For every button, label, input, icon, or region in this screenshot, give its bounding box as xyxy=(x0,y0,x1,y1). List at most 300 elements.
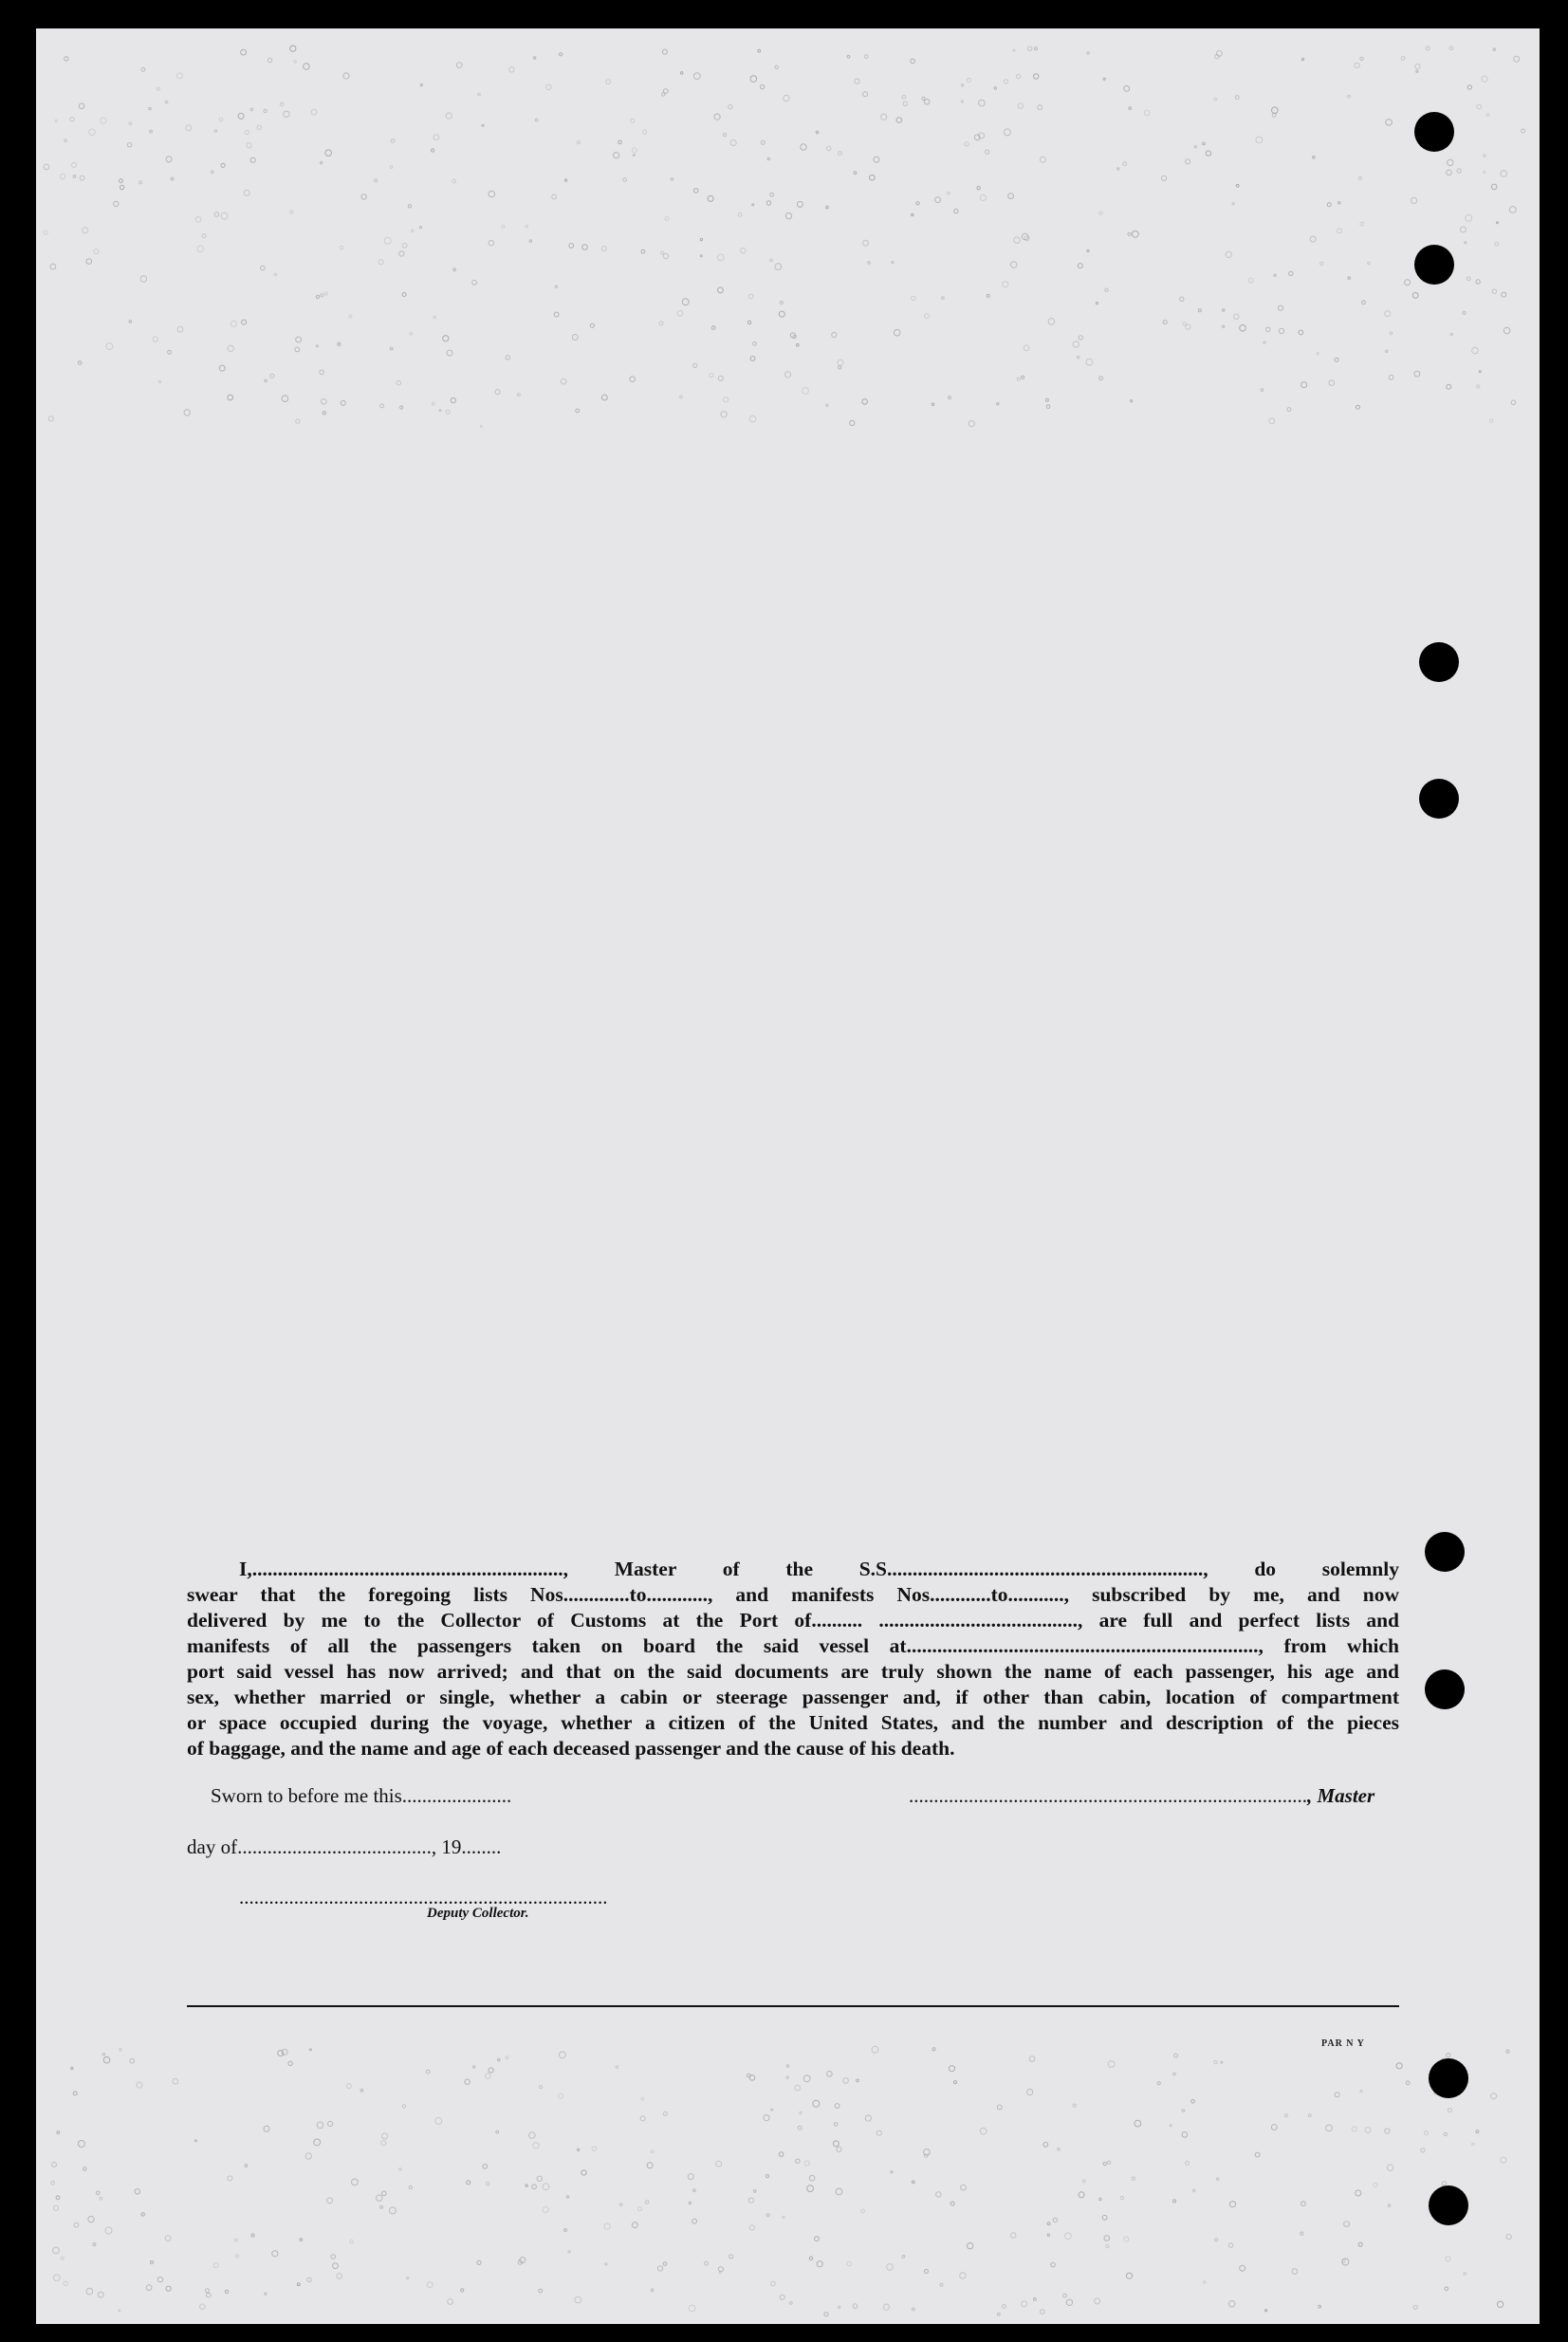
speckle-dot xyxy=(1027,2089,1033,2094)
speckle-dot xyxy=(874,157,879,162)
speckle-dot xyxy=(1003,282,1008,287)
oath-line: I,............................................................., Master of the S.S.............................................................., do solemnly xyxy=(239,1558,1399,1580)
speckle-dot xyxy=(408,205,411,208)
speckle-dot xyxy=(194,2140,196,2142)
speckle-dot xyxy=(149,107,151,109)
speckle-dot xyxy=(1464,2273,1467,2276)
speckle-dot xyxy=(716,2161,722,2167)
speckle-dot xyxy=(632,2222,637,2228)
oath-line: or space occupied during the voyage, whether a citizen of the United States, and the number and description of the pieces xyxy=(187,1711,1399,1734)
speckle-dot xyxy=(881,114,887,120)
speckle-dot xyxy=(1385,2129,1390,2133)
speckle-dot xyxy=(543,2206,548,2212)
speckle-dot xyxy=(64,2281,67,2285)
speckle-dot xyxy=(1016,74,1020,78)
speckle-dot xyxy=(100,2197,102,2200)
speckle-dot xyxy=(835,2104,839,2109)
speckle-dot xyxy=(1472,347,1479,354)
speckle-dot xyxy=(380,2205,383,2208)
speckle-dot xyxy=(569,244,574,249)
speckle-dot xyxy=(1034,2298,1037,2301)
speckle-dot xyxy=(836,2188,842,2195)
speckle-dot xyxy=(543,2184,549,2190)
speckle-dot xyxy=(1096,303,1098,304)
speckle-dot xyxy=(868,262,871,265)
speckle-dot xyxy=(1502,292,1506,297)
speckle-dot xyxy=(1045,398,1048,401)
speckle-dot xyxy=(434,135,439,140)
speckle-dot xyxy=(1320,262,1323,265)
speckle-dot xyxy=(419,227,421,229)
speckle-dot xyxy=(717,254,724,261)
speckle-dot xyxy=(968,421,974,427)
speckle-dot xyxy=(1128,232,1131,235)
speckle-dot xyxy=(1447,170,1452,175)
speckle-dot xyxy=(809,2257,812,2259)
speckle-dot xyxy=(766,2214,769,2217)
speckle-dot xyxy=(816,131,819,134)
speckle-dot xyxy=(399,2168,401,2170)
speckle-dot xyxy=(1206,151,1210,156)
speckle-dot xyxy=(1396,2063,1402,2069)
speckle-dot xyxy=(903,101,907,105)
deputy-collector-label: Deputy Collector. xyxy=(427,1906,529,1921)
speckle-dot xyxy=(228,2176,232,2181)
speckle-dot xyxy=(264,2126,269,2131)
speckle-dot xyxy=(1352,2127,1356,2131)
master-label: , Master xyxy=(1307,1784,1375,1807)
speckle-dot xyxy=(1132,2177,1134,2180)
speckle-dot xyxy=(1287,408,1291,412)
speckle-dot xyxy=(1073,341,1079,347)
speckle-dot xyxy=(265,2293,267,2295)
speckle-dot xyxy=(1284,2114,1287,2117)
speckle-dot xyxy=(1503,327,1510,334)
speckle-dot xyxy=(103,2056,110,2063)
speckle-dot xyxy=(55,120,57,121)
speckle-dot xyxy=(1221,2061,1223,2063)
speckle-dot xyxy=(1223,309,1225,311)
speckle-dot xyxy=(1264,341,1265,343)
speckle-dot xyxy=(582,245,588,250)
deputy-signature-dots: .......................................................................... xyxy=(239,1886,608,1909)
speckle-dot xyxy=(333,2263,339,2269)
speckle-dot xyxy=(1047,2222,1050,2225)
speckle-dot xyxy=(1022,376,1024,378)
speckle-dot xyxy=(730,140,736,146)
speckle-dot xyxy=(1104,2236,1110,2241)
speckle-dot xyxy=(1229,2301,1235,2307)
speckle-dot xyxy=(456,63,462,68)
speckle-dot xyxy=(1388,2204,1390,2206)
speckle-dot xyxy=(887,2264,894,2271)
speckle-dot xyxy=(480,425,482,427)
speckle-dot xyxy=(803,2075,810,2082)
speckle-dot xyxy=(219,365,225,371)
speckle-dot xyxy=(439,410,441,412)
speckle-dot xyxy=(304,64,310,70)
speckle-dot xyxy=(578,2148,580,2150)
speckle-dot xyxy=(448,2299,453,2305)
speckle-dot xyxy=(663,253,668,258)
speckle-dot xyxy=(902,2256,905,2259)
speckle-dot xyxy=(723,133,726,136)
speckle-dot xyxy=(245,2165,248,2167)
speckle-dot xyxy=(1217,2178,1219,2180)
speckle-dot xyxy=(489,191,495,197)
speckle-dot xyxy=(380,404,384,408)
speckle-dot xyxy=(381,2141,386,2146)
speckle-dot xyxy=(343,73,349,79)
speckle-dot xyxy=(785,212,791,218)
speckle-dot xyxy=(1186,324,1190,329)
speckle-dot xyxy=(738,212,742,216)
speckle-dot xyxy=(932,403,934,406)
speckle-dot xyxy=(1073,2104,1076,2107)
speckle-dot xyxy=(1087,249,1089,251)
speckle-dot xyxy=(775,65,778,68)
speckle-dot xyxy=(1292,2269,1298,2275)
speckle-dot xyxy=(250,157,255,162)
speckle-dot xyxy=(1228,2243,1232,2247)
speckle-dot xyxy=(1078,264,1082,268)
speckle-dot xyxy=(1337,229,1342,233)
speckle-dot xyxy=(307,2277,311,2281)
speckle-dot xyxy=(331,2255,336,2259)
speckle-dot xyxy=(1170,2125,1171,2127)
speckle-dot xyxy=(1248,278,1253,283)
speckle-dot xyxy=(1484,171,1485,173)
speckle-dot xyxy=(1215,2239,1218,2241)
speckle-dot xyxy=(1386,120,1393,126)
speckle-dot xyxy=(241,49,247,55)
speckle-dot xyxy=(817,2261,822,2267)
speckle-dot xyxy=(1299,330,1303,335)
speckle-dot xyxy=(1501,171,1507,177)
speckle-dot xyxy=(705,2261,709,2265)
speckle-dot xyxy=(294,61,296,63)
speckle-dot xyxy=(729,2255,733,2259)
speckle-dot xyxy=(1095,2298,1100,2304)
speckle-dot xyxy=(847,55,850,58)
speckle-dot xyxy=(590,323,594,327)
speckle-dot xyxy=(954,2081,957,2084)
speckle-dot xyxy=(539,2289,543,2293)
speckle-dot xyxy=(51,2181,55,2185)
speckle-dot xyxy=(662,93,665,96)
speckle-dot xyxy=(382,2191,387,2196)
speckle-dot xyxy=(261,266,266,270)
speckle-dot xyxy=(1077,356,1079,359)
speckle-dot xyxy=(546,84,551,89)
speckle-dot xyxy=(1017,378,1020,380)
speckle-dot xyxy=(700,255,702,257)
speckle-dot xyxy=(377,2195,382,2201)
speckle-dot xyxy=(1486,114,1489,117)
speckle-dot xyxy=(434,316,435,318)
speckle-dot xyxy=(752,204,754,206)
speckle-dot xyxy=(1365,2128,1371,2133)
binder-hole xyxy=(1419,779,1459,819)
speckle-dot xyxy=(1491,184,1497,190)
speckle-dot xyxy=(1467,85,1471,89)
speckle-dot xyxy=(105,2227,112,2234)
speckle-dot xyxy=(166,157,172,162)
speckle-dot xyxy=(1043,2143,1048,2148)
speckle-dot xyxy=(71,2067,73,2069)
speckle-dot xyxy=(1465,242,1467,244)
speckle-dot xyxy=(1466,214,1472,221)
speckle-dot xyxy=(346,2084,351,2089)
speckle-dot xyxy=(1129,107,1132,110)
speckle-dot xyxy=(397,381,400,385)
speckle-dot xyxy=(184,410,190,415)
speckle-dot xyxy=(1501,2157,1506,2163)
speckle-dot xyxy=(554,312,559,317)
speckle-dot xyxy=(427,2282,433,2288)
speckle-dot xyxy=(677,310,683,316)
speckle-dot xyxy=(88,2216,94,2222)
speckle-dot xyxy=(83,2167,86,2170)
speckle-dot xyxy=(925,100,930,104)
speckle-dot xyxy=(911,59,915,64)
speckle-dot xyxy=(506,356,509,360)
speckle-dot xyxy=(297,2283,300,2286)
speckle-dot xyxy=(399,251,404,256)
speckle-dot xyxy=(382,2133,388,2139)
speckle-dot xyxy=(1162,175,1167,180)
speckle-dot xyxy=(236,2255,239,2258)
speckle-dot xyxy=(1099,377,1103,380)
speckle-dot xyxy=(1374,2183,1377,2186)
speckle-dot xyxy=(44,164,49,170)
speckle-dot xyxy=(509,67,514,72)
speckle-dot xyxy=(1424,2131,1428,2135)
speckle-dot xyxy=(141,2213,144,2216)
speckle-dot xyxy=(120,185,124,189)
speckle-dot xyxy=(1338,202,1341,205)
speckle-dot xyxy=(1278,305,1282,310)
speckle-dot xyxy=(1107,2161,1110,2164)
speckle-dot xyxy=(1010,262,1017,268)
speckle-dot xyxy=(1240,325,1246,332)
speckle-dot xyxy=(862,399,868,405)
speckle-dot xyxy=(688,2174,693,2180)
speckle-dot xyxy=(1144,110,1150,116)
speckle-dot xyxy=(73,2092,77,2095)
speckle-dot xyxy=(1123,162,1127,166)
speckle-dot xyxy=(56,2196,60,2200)
speckle-dot xyxy=(1182,2110,1185,2112)
speckle-dot xyxy=(135,2189,139,2194)
speckle-dot xyxy=(864,55,868,59)
speckle-dot xyxy=(1173,2073,1176,2075)
master-signature-line xyxy=(909,1784,1374,1808)
speckle-dot xyxy=(1449,46,1453,50)
speckle-dot xyxy=(657,2266,662,2271)
speckle-dot xyxy=(1319,2305,1321,2308)
speckle-dot xyxy=(70,118,74,121)
speckle-dot xyxy=(977,187,980,190)
speckle-dot xyxy=(324,292,327,295)
speckle-dot xyxy=(120,179,123,183)
speckle-dot xyxy=(771,2281,776,2286)
speckle-dot xyxy=(1106,2244,1109,2247)
speckle-dot xyxy=(748,294,753,299)
speckle-dot xyxy=(843,2078,849,2084)
speckle-dot xyxy=(446,113,452,119)
speckle-dot xyxy=(1053,2218,1057,2222)
speckle-dot xyxy=(1028,46,1032,50)
speckle-dot xyxy=(328,2121,333,2126)
speckle-dot xyxy=(779,2152,784,2157)
speckle-dot xyxy=(1198,309,1201,312)
speckle-dot xyxy=(1412,293,1418,299)
speckle-dot xyxy=(341,400,345,405)
speckle-dot xyxy=(1041,157,1046,162)
speckle-dot xyxy=(72,162,77,167)
speckle-dot xyxy=(1335,358,1338,361)
speckle-dot xyxy=(1326,2125,1333,2131)
speckle-dot xyxy=(555,286,557,287)
speckle-dot xyxy=(780,2295,784,2299)
speckle-dot xyxy=(631,119,635,122)
speckle-dot xyxy=(659,322,663,325)
speckle-dot xyxy=(102,2054,104,2056)
speckle-dot xyxy=(495,390,500,395)
speckle-dot xyxy=(245,130,249,134)
speckle-dot xyxy=(883,2304,889,2310)
speckle-dot xyxy=(295,347,300,352)
speckle-dot xyxy=(244,190,249,195)
speckle-dot xyxy=(1180,297,1184,301)
speckle-dot xyxy=(50,264,56,269)
speckle-dot xyxy=(618,140,622,144)
speckle-dot xyxy=(1447,384,1451,389)
speckle-dot xyxy=(834,2123,838,2127)
speckle-dot xyxy=(1514,56,1520,62)
speckle-dot xyxy=(327,2198,333,2204)
speckle-dot xyxy=(157,87,159,90)
speckle-dot xyxy=(1047,2234,1049,2236)
speckle-dot xyxy=(213,2263,218,2268)
speckle-dot xyxy=(1234,314,1239,319)
speckle-dot xyxy=(1048,319,1055,325)
speckle-dot xyxy=(526,225,528,228)
speckle-dot xyxy=(758,49,761,52)
speckle-dot xyxy=(630,377,636,382)
speckle-dot xyxy=(1010,2233,1016,2239)
speckle-dot xyxy=(1066,2299,1072,2305)
speckle-dot xyxy=(711,326,715,330)
speckle-dot xyxy=(601,247,606,251)
speckle-dot xyxy=(1003,2305,1006,2309)
speckle-dot xyxy=(564,2229,567,2232)
speckle-dot xyxy=(1506,2050,1509,2053)
speckle-dot xyxy=(1279,328,1283,333)
speckle-dot xyxy=(78,361,82,365)
speckle-dot xyxy=(350,2240,354,2243)
speckle-dot xyxy=(775,264,782,270)
oath-line: manifests of all the passengers taken on board the said vessel at....................................................................., from which xyxy=(187,1634,1399,1657)
speckle-dot xyxy=(1457,169,1461,173)
speckle-dot xyxy=(1240,2265,1245,2271)
speckle-dot xyxy=(78,2141,84,2148)
speckle-dot xyxy=(616,2066,618,2069)
speckle-dot xyxy=(165,2236,171,2241)
speckle-dot xyxy=(402,2105,405,2108)
speckle-dot xyxy=(60,174,65,178)
speckle-dot xyxy=(80,175,84,180)
speckle-dot xyxy=(784,372,790,378)
speckle-dot xyxy=(1360,2090,1362,2092)
speckle-dot xyxy=(902,96,906,100)
speckle-dot xyxy=(251,2234,254,2237)
speckle-dot xyxy=(1308,2114,1311,2117)
speckle-dot xyxy=(1467,277,1470,281)
speckle-dot xyxy=(1472,2143,1475,2146)
speckle-dot xyxy=(321,162,323,164)
speckle-dot xyxy=(796,2159,800,2163)
speckle-dot xyxy=(689,2305,695,2312)
speckle-dot xyxy=(349,315,352,318)
speckle-dot xyxy=(1491,2093,1497,2099)
speckle-dot xyxy=(798,2126,802,2130)
speckle-dot xyxy=(1269,418,1275,424)
speckle-dot xyxy=(1018,103,1023,108)
speckle-dot xyxy=(446,410,450,414)
speckle-dot xyxy=(767,157,769,159)
speckle-dot xyxy=(173,2078,178,2084)
speckle-dot xyxy=(1117,168,1119,170)
speckle-dot xyxy=(206,2293,211,2297)
speckle-dot xyxy=(228,395,233,400)
speckle-dot xyxy=(317,2122,323,2129)
speckle-dot xyxy=(498,2058,501,2061)
speckle-dot xyxy=(219,118,223,121)
speckle-dot xyxy=(932,2048,935,2051)
speckle-dot xyxy=(1348,277,1351,280)
speckle-dot xyxy=(290,211,293,213)
speckle-dot xyxy=(1034,74,1039,79)
speckle-dot xyxy=(202,234,206,238)
speckle-dot xyxy=(960,2273,966,2278)
speckle-dot xyxy=(321,294,323,297)
speckle-dot xyxy=(270,374,274,378)
speckle-dot xyxy=(242,320,247,324)
speckle-dot xyxy=(663,2262,667,2266)
speckle-dot xyxy=(305,2153,311,2159)
binder-hole xyxy=(1429,2058,1468,2098)
speckle-dot xyxy=(1105,288,1108,291)
speckle-dot xyxy=(1358,176,1361,179)
speckle-dot xyxy=(1214,98,1217,101)
speckle-dot xyxy=(400,406,403,409)
speckle-dot xyxy=(280,102,284,106)
speckle-dot xyxy=(532,2185,537,2189)
speckle-dot xyxy=(1421,2148,1425,2152)
speckle-dot xyxy=(247,143,251,148)
speckle-dot xyxy=(540,2086,543,2089)
speckle-dot xyxy=(407,2277,409,2278)
speckle-dot xyxy=(214,212,219,217)
speckle-dot xyxy=(506,2056,508,2059)
speckle-dot xyxy=(994,87,997,90)
speckle-dot xyxy=(1289,271,1293,275)
speckle-dot xyxy=(166,2286,171,2291)
speckle-dot xyxy=(949,2066,954,2072)
speckle-dot xyxy=(48,416,53,421)
